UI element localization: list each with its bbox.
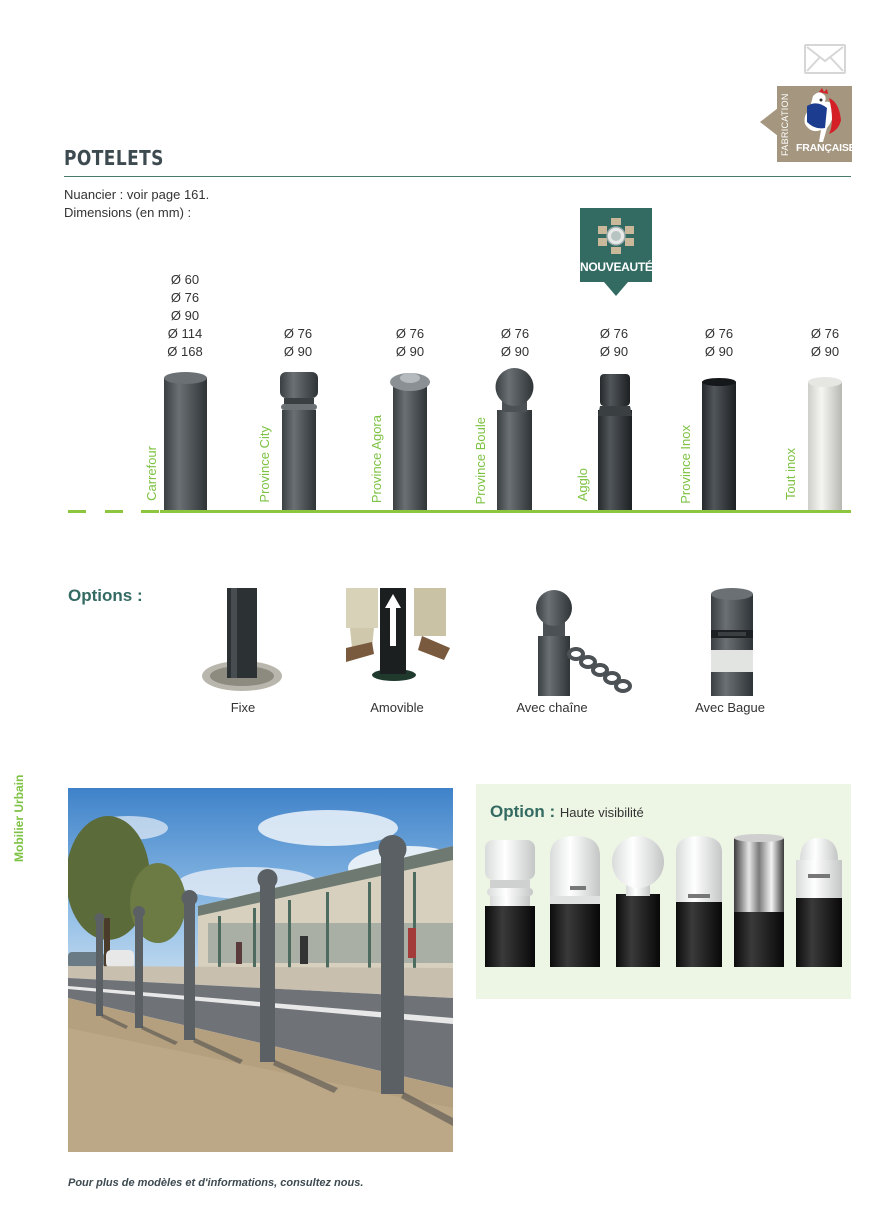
hv-cap-city [485,840,535,967]
dims-province-city [268,325,328,361]
hv-cap-square [550,836,600,967]
dim-value: Ø 60 [170,272,200,287]
badge-francaise-text: FRANÇAISE [796,142,856,154]
option-amovible-image [342,588,462,688]
dims-province-agora [380,325,440,361]
hv-cap-boule [612,836,664,967]
dims-province-boule [485,325,545,361]
option-chaine-image [532,588,636,696]
bollard-province-inox [702,378,736,510]
dim-value: Ø 90 [170,308,200,323]
dim-value: Ø 90 [283,344,313,359]
product-name-province-city: Province City [257,426,272,503]
bollard-agglo [598,374,632,510]
dim-value: Ø 76 [395,326,425,341]
new-product-icon [594,216,638,258]
product-name-province-agora: Province Agora [369,415,384,504]
option-fixe-image [200,588,290,696]
title-divider [64,176,851,177]
product-name-province-boule: Province Boule [473,417,488,505]
street-photo [68,788,453,1152]
option-label-fixe: Fixe [230,700,256,715]
product-name-province-inox: Province Inox [678,425,693,504]
high-visibility-option-label: Option : [490,802,556,821]
dim-value: Ø 90 [395,344,425,359]
dims-tout-inox [795,325,855,361]
dims-province-inox [689,325,749,361]
dim-value: Ø 168 [167,344,203,359]
bollard-province-boule [496,368,534,510]
product-name-agglo: Agglo [575,468,590,502]
badge-fabrication-text: FABRICATION [780,93,790,157]
bollard-lineup [0,360,891,515]
option-label-bague: Avec Bague [695,700,765,715]
page-title: POTELETS [64,146,164,170]
ground-dash [105,510,123,513]
footer-note: Pour plus de modèles et d'informations, consultez nous. [68,1177,364,1189]
dim-value: Ø 76 [500,326,530,341]
ground-line [160,510,851,513]
dim-value: Ø 76 [599,326,629,341]
bollard-carrefour [164,372,207,510]
dim-value: Ø 90 [500,344,530,359]
dim-value: Ø 76 [283,326,313,341]
product-name-tout-inox: Tout inox [783,448,798,501]
bollard-province-city [280,372,318,510]
option-label-amovible: Amovible [370,700,424,715]
dim-value: Ø 114 [167,326,203,341]
dims-agglo [584,325,644,361]
bollard-province-agora [390,373,430,510]
option-bague-image [708,588,756,696]
hv-cap-rounded [676,836,722,967]
ground-dash [141,510,159,513]
dim-value: Ø 76 [704,326,734,341]
dimensions-text: Dimensions (en mm) : [64,205,192,220]
dim-value: Ø 90 [704,344,734,359]
mail-icon[interactable] [804,44,846,74]
high-visibility-title [490,802,644,822]
section-side-label: Mobilier Urbain [12,774,26,862]
dim-value: Ø 76 [810,326,840,341]
product-name-carrefour: Carrefour [144,446,159,501]
nuancier-text: Nuancier : voir page 161. [64,187,210,202]
dims-carrefour [155,271,215,361]
ground-dash [68,510,86,513]
dim-value: Ø 90 [599,344,629,359]
dim-value: Ø 76 [170,290,200,305]
hv-cap-chrome [734,834,784,967]
hv-cap-bague [796,838,842,967]
nouveaute-label: NOUVEAUTÉ [580,260,653,274]
nouveaute-tag [580,208,652,282]
dim-value: Ø 90 [810,344,840,359]
high-visibility-caps [484,832,844,972]
fabrication-francaise-badge [760,86,856,162]
option-label-chaine: Avec chaîne [516,700,588,715]
high-visibility-subtitle: Haute visibilité [559,805,644,820]
options-title: Options : [68,586,143,605]
bollard-tout-inox [808,377,842,510]
